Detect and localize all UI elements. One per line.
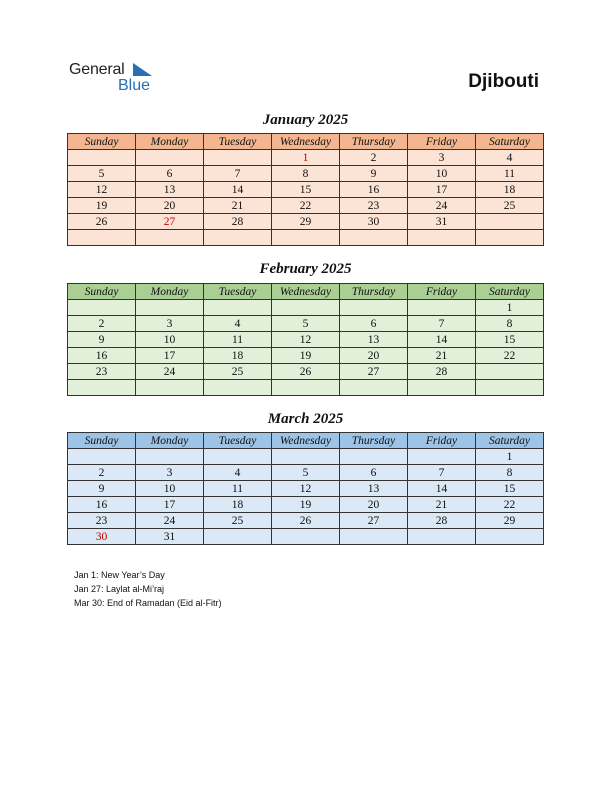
day-cell: 13: [340, 332, 408, 348]
weekday-header: Wednesday: [272, 134, 340, 150]
day-cell: 18: [476, 182, 544, 198]
empty-day-cell: [476, 380, 544, 396]
day-cell: 14: [408, 332, 476, 348]
week-row: [68, 380, 544, 396]
empty-day-cell: [272, 449, 340, 465]
empty-day-cell: [408, 529, 476, 545]
holiday-note: Mar 30: End of Ramadan (Eid al-Fitr): [74, 598, 222, 608]
empty-day-cell: [204, 529, 272, 545]
day-cell: 21: [408, 348, 476, 364]
day-cell: 27: [136, 214, 204, 230]
day-cell: 15: [272, 182, 340, 198]
day-cell: 8: [476, 316, 544, 332]
day-cell: 14: [408, 481, 476, 497]
empty-day-cell: [68, 380, 136, 396]
day-cell: 8: [476, 465, 544, 481]
day-cell: 13: [136, 182, 204, 198]
day-cell: 3: [408, 150, 476, 166]
empty-day-cell: [68, 230, 136, 246]
empty-day-cell: [340, 449, 408, 465]
day-cell: 4: [204, 465, 272, 481]
week-row: [68, 529, 544, 545]
day-cell: 15: [476, 332, 544, 348]
day-cell: 5: [272, 465, 340, 481]
empty-day-cell: [204, 150, 272, 166]
holiday-note: Jan 27: Laylat al-Mi’raj: [74, 584, 165, 594]
day-cell: 29: [476, 513, 544, 529]
weekday-header-row: [68, 134, 544, 150]
week-row: [68, 449, 544, 465]
day-cell: 21: [408, 497, 476, 513]
day-cell: 20: [340, 497, 408, 513]
day-cell: 19: [68, 198, 136, 214]
logo-flag-icon: [133, 63, 153, 77]
month-title-march: March 2025: [267, 411, 344, 427]
day-cell: 26: [272, 364, 340, 380]
day-cell: 22: [476, 348, 544, 364]
day-cell: 26: [272, 513, 340, 529]
weekday-header: Thursday: [340, 433, 408, 449]
month-title-february: February 2025: [259, 261, 352, 277]
day-cell: 10: [136, 481, 204, 497]
day-cell: 10: [408, 166, 476, 182]
day-cell: 25: [476, 198, 544, 214]
week-row: [68, 198, 544, 214]
day-cell: 4: [204, 316, 272, 332]
weekday-header: Saturday: [476, 433, 544, 449]
week-row: [68, 316, 544, 332]
weekday-header: Saturday: [476, 284, 544, 300]
day-cell: 31: [136, 529, 204, 545]
weekday-header: Thursday: [340, 284, 408, 300]
empty-day-cell: [340, 230, 408, 246]
day-cell: 29: [272, 214, 340, 230]
day-cell: 23: [68, 513, 136, 529]
weekday-header: Wednesday: [272, 284, 340, 300]
empty-day-cell: [204, 449, 272, 465]
empty-day-cell: [204, 300, 272, 316]
empty-day-cell: [204, 230, 272, 246]
day-cell: 7: [204, 166, 272, 182]
weekday-header-row: [68, 433, 544, 449]
empty-day-cell: [68, 150, 136, 166]
weekday-header-row: [68, 284, 544, 300]
weekday-header: Friday: [408, 433, 476, 449]
week-row: [68, 230, 544, 246]
day-cell: 2: [68, 465, 136, 481]
week-row: [68, 166, 544, 182]
day-cell: 28: [204, 214, 272, 230]
day-cell: 2: [68, 316, 136, 332]
day-cell: 5: [272, 316, 340, 332]
day-cell: 28: [408, 364, 476, 380]
day-cell: 24: [408, 198, 476, 214]
empty-day-cell: [408, 230, 476, 246]
day-cell: 11: [476, 166, 544, 182]
empty-day-cell: [136, 230, 204, 246]
day-cell: 14: [204, 182, 272, 198]
empty-day-cell: [272, 529, 340, 545]
country-title: Djibouti: [468, 71, 539, 92]
day-cell: 8: [272, 166, 340, 182]
day-cell: 9: [340, 166, 408, 182]
empty-day-cell: [408, 449, 476, 465]
day-cell: 25: [204, 513, 272, 529]
day-cell: 11: [204, 481, 272, 497]
empty-day-cell: [272, 380, 340, 396]
day-cell: 3: [136, 316, 204, 332]
day-cell: 16: [340, 182, 408, 198]
day-cell: 21: [204, 198, 272, 214]
month-title-january: January 2025: [262, 112, 349, 128]
calendar-february: [67, 283, 544, 396]
day-cell: 1: [272, 150, 340, 166]
day-cell: 19: [272, 497, 340, 513]
day-cell: 4: [476, 150, 544, 166]
weekday-header: Tuesday: [204, 433, 272, 449]
day-cell: 12: [272, 332, 340, 348]
weekday-header: Sunday: [68, 433, 136, 449]
empty-day-cell: [272, 300, 340, 316]
weekday-header: Thursday: [340, 134, 408, 150]
week-row: [68, 300, 544, 316]
weekday-header: Friday: [408, 284, 476, 300]
day-cell: 17: [136, 497, 204, 513]
empty-day-cell: [136, 150, 204, 166]
day-cell: 7: [408, 465, 476, 481]
weekday-header: Wednesday: [272, 433, 340, 449]
weekday-header: Tuesday: [204, 134, 272, 150]
empty-day-cell: [136, 449, 204, 465]
empty-day-cell: [68, 300, 136, 316]
day-cell: 16: [68, 497, 136, 513]
day-cell: 12: [68, 182, 136, 198]
empty-day-cell: [340, 529, 408, 545]
day-cell: 22: [476, 497, 544, 513]
day-cell: 27: [340, 513, 408, 529]
day-cell: 18: [204, 497, 272, 513]
day-cell: 1: [476, 300, 544, 316]
empty-day-cell: [476, 364, 544, 380]
day-cell: 7: [408, 316, 476, 332]
empty-day-cell: [272, 230, 340, 246]
holiday-notes: [74, 568, 222, 610]
empty-day-cell: [408, 300, 476, 316]
day-cell: 23: [340, 198, 408, 214]
holiday-note: Jan 1: New Year’s Day: [74, 570, 165, 580]
day-cell: 30: [340, 214, 408, 230]
week-row: [68, 364, 544, 380]
empty-day-cell: [340, 300, 408, 316]
weekday-header: Sunday: [68, 284, 136, 300]
week-row: [68, 348, 544, 364]
weekday-header: Sunday: [68, 134, 136, 150]
day-cell: 15: [476, 481, 544, 497]
empty-day-cell: [476, 529, 544, 545]
week-row: [68, 481, 544, 497]
day-cell: 11: [204, 332, 272, 348]
calendar-january: [67, 133, 544, 246]
day-cell: 3: [136, 465, 204, 481]
weekday-header: Monday: [136, 134, 204, 150]
empty-day-cell: [136, 380, 204, 396]
weekday-header: Tuesday: [204, 284, 272, 300]
empty-day-cell: [476, 230, 544, 246]
day-cell: 28: [408, 513, 476, 529]
day-cell: 26: [68, 214, 136, 230]
logo-text-general: General: [69, 61, 125, 78]
week-row: [68, 332, 544, 348]
day-cell: 20: [136, 198, 204, 214]
week-row: [68, 214, 544, 230]
day-cell: 22: [272, 198, 340, 214]
day-cell: 9: [68, 481, 136, 497]
day-cell: 18: [204, 348, 272, 364]
day-cell: 10: [136, 332, 204, 348]
week-row: [68, 150, 544, 166]
day-cell: 30: [68, 529, 136, 545]
day-cell: 25: [204, 364, 272, 380]
week-row: [68, 513, 544, 529]
empty-day-cell: [136, 300, 204, 316]
empty-day-cell: [204, 380, 272, 396]
week-row: [68, 497, 544, 513]
empty-day-cell: [476, 214, 544, 230]
logo: [69, 61, 169, 97]
day-cell: 17: [408, 182, 476, 198]
day-cell: 24: [136, 364, 204, 380]
day-cell: 31: [408, 214, 476, 230]
day-cell: 6: [340, 465, 408, 481]
day-cell: 19: [272, 348, 340, 364]
empty-day-cell: [408, 380, 476, 396]
weekday-header: Friday: [408, 134, 476, 150]
calendar-march: [67, 432, 544, 545]
week-row: [68, 182, 544, 198]
weekday-header: Saturday: [476, 134, 544, 150]
logo-text-blue: Blue: [118, 77, 151, 94]
day-cell: 13: [340, 481, 408, 497]
day-cell: 12: [272, 481, 340, 497]
week-row: [68, 465, 544, 481]
day-cell: 6: [136, 166, 204, 182]
weekday-header: Monday: [136, 284, 204, 300]
day-cell: 23: [68, 364, 136, 380]
day-cell: 1: [476, 449, 544, 465]
day-cell: 27: [340, 364, 408, 380]
day-cell: 20: [340, 348, 408, 364]
day-cell: 16: [68, 348, 136, 364]
day-cell: 6: [340, 316, 408, 332]
day-cell: 2: [340, 150, 408, 166]
weekday-header: Monday: [136, 433, 204, 449]
day-cell: 5: [68, 166, 136, 182]
empty-day-cell: [340, 380, 408, 396]
day-cell: 24: [136, 513, 204, 529]
day-cell: 9: [68, 332, 136, 348]
empty-day-cell: [68, 449, 136, 465]
day-cell: 17: [136, 348, 204, 364]
